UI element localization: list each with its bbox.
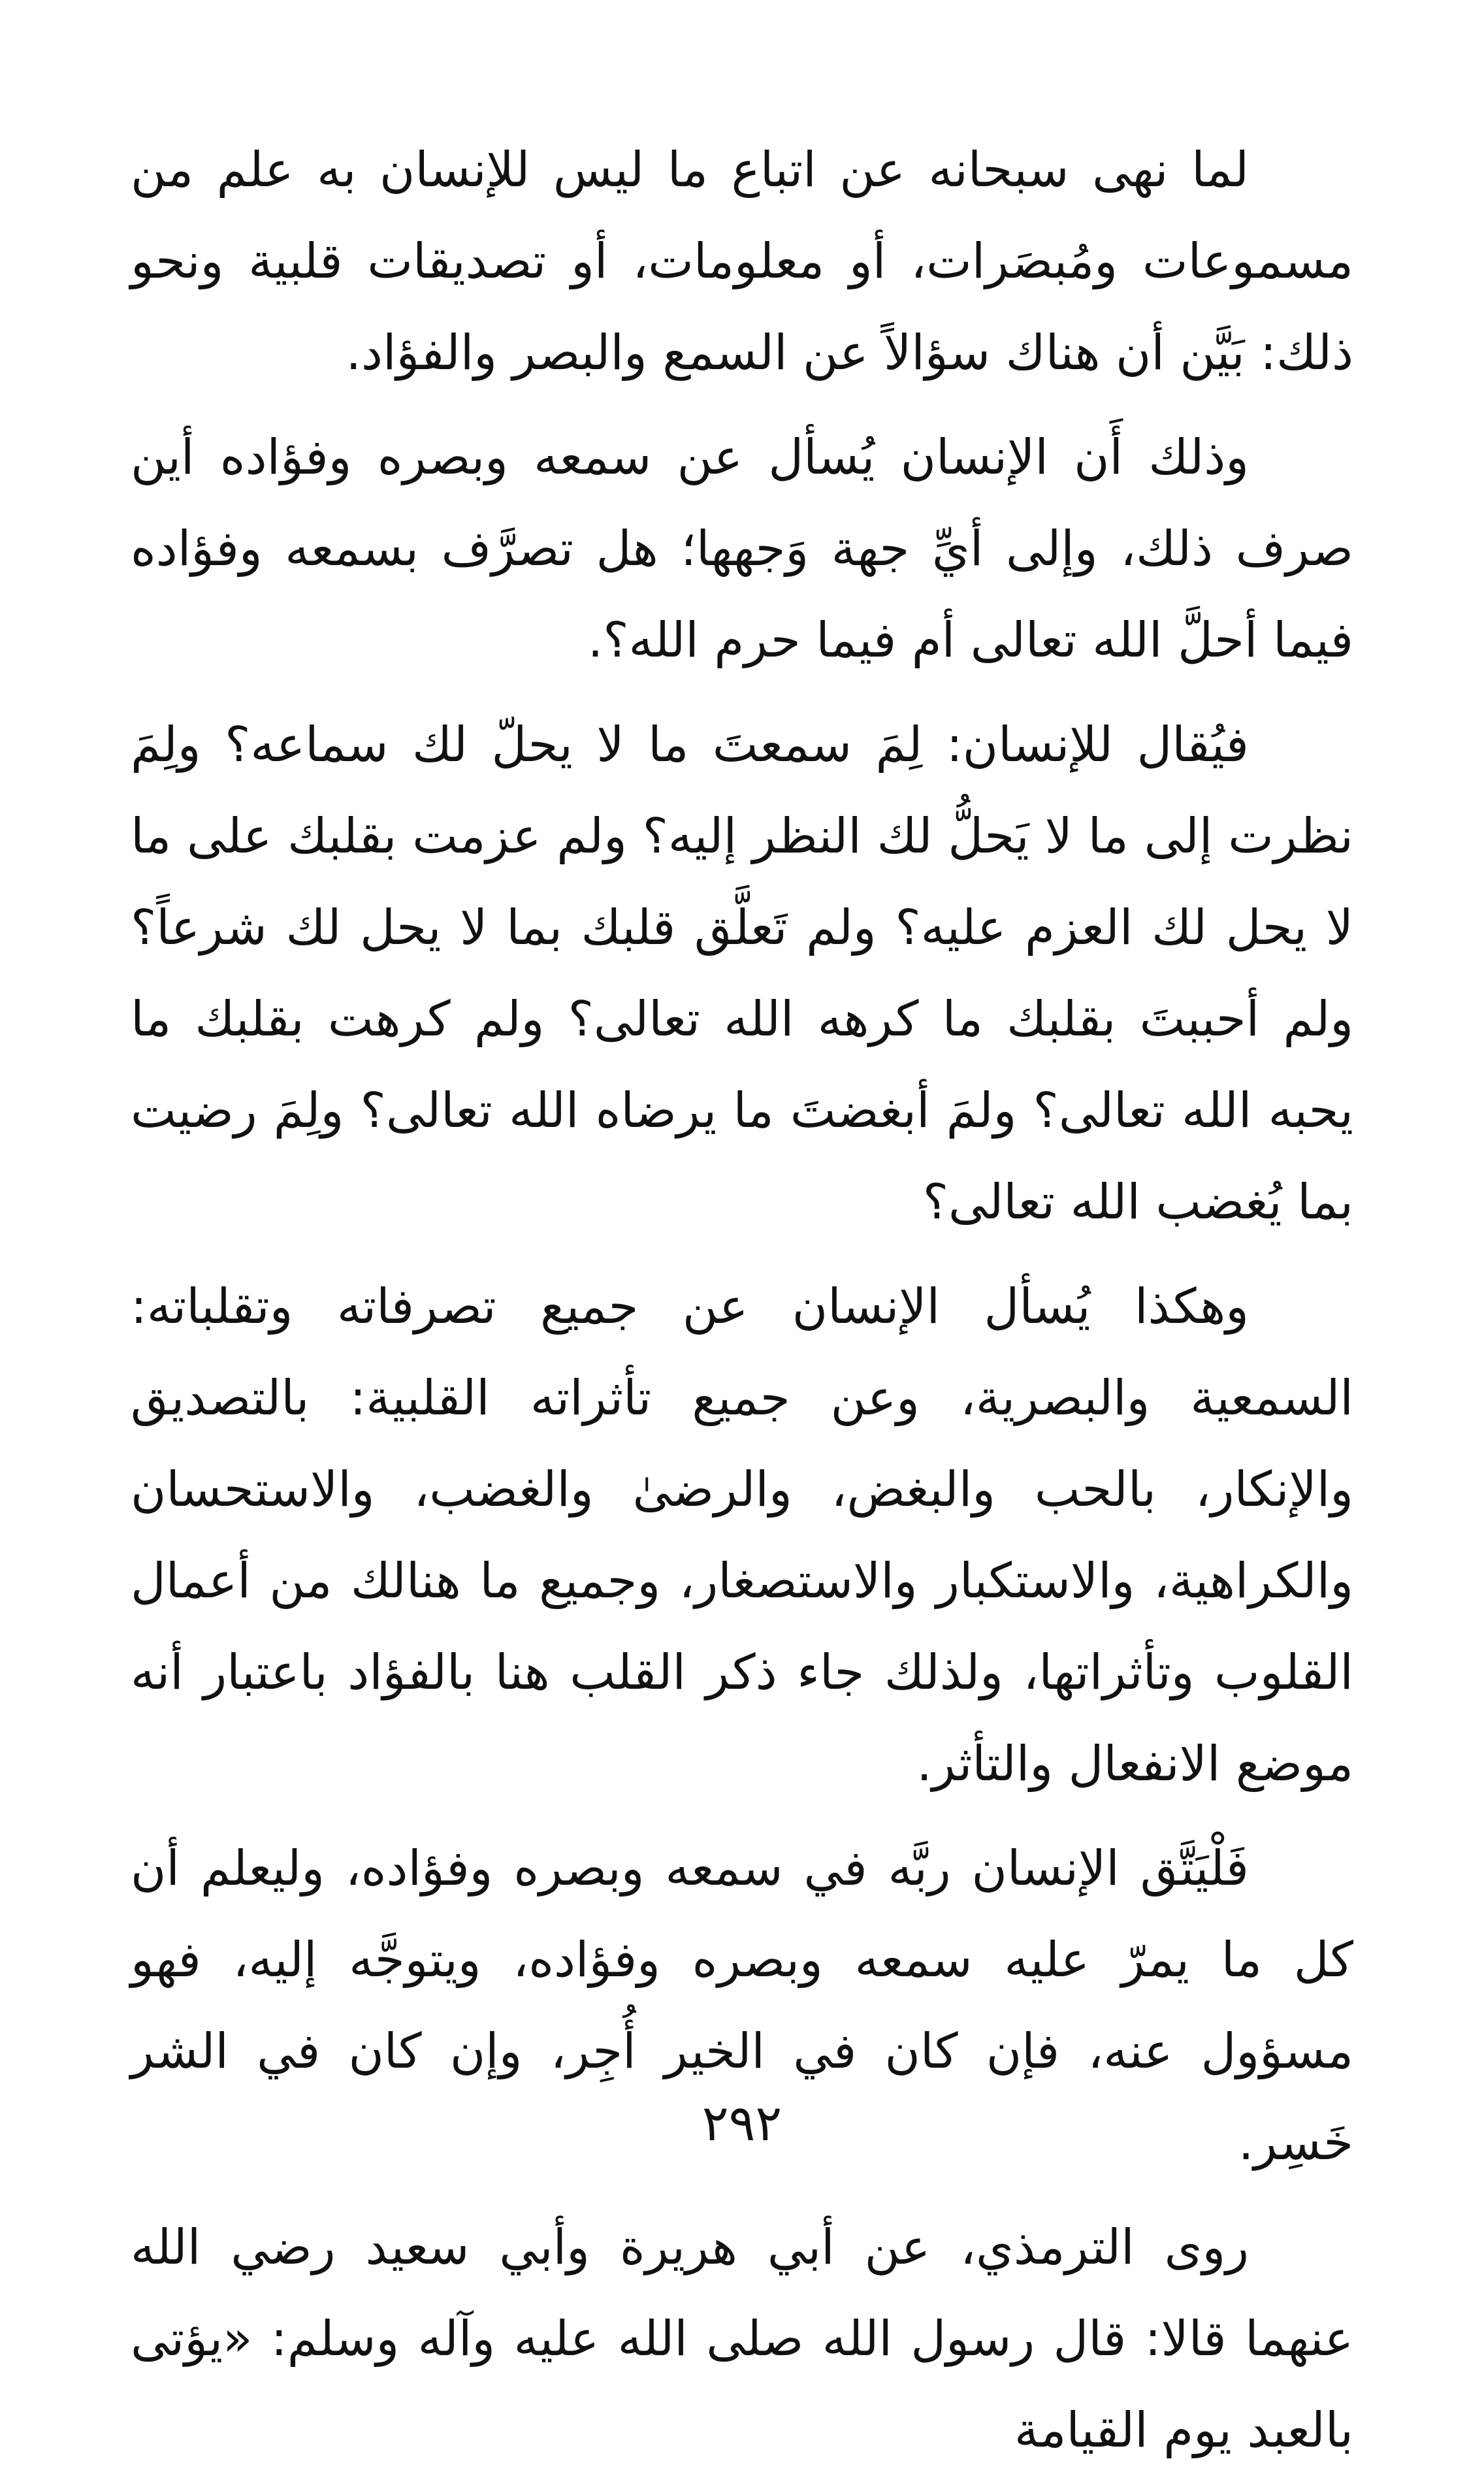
paragraph-3: فيُقال للإنسان: لِمَ سمعتَ ما لا يحلّ لك سماعه؟ ولِمَ نظرت إلى ما لا يَحلُّ لك النظر إليه؟ ولم عزمت بقلبك على ما لا يحل لك العزم عليه؟ ولم تَعلَّق قلبك بما لا يحل لك شرعاً؟ ولم أحببتَ بقلبك ما كرهه الله تعالى؟ ولم كرهت بقلبك ما يحبه الله تعالى؟ ولمَ أبغضتَ ما يرضاه الله تعالى؟ ولِمَ رضيت بما يُغضب الله تعالى؟ <box>131 717 1353 1230</box>
paragraph-4: وهكذا يُسأل الإنسان عن جميع تصرفاته وتقلباته: السمعية والبصرية، وعن جميع تأثراته القلبية: بالتصديق والإنكار، بالحب والبغض، والرضىٰ والغضب، والاستحسان والكراهية، والاستكبار والاستصغار، وجميع ما هنالك من أعمال القلوب وتأثراتها، ولذلك جاء ذكر القلب هنا بالفؤاد باعتبار أنه موضع الانفعال والتأثر. <box>131 1279 1353 1792</box>
page-number: ٢٩٢ <box>702 2094 782 2152</box>
paragraph-6: روى الترمذي، عن أبي هريرة وأبي سعيد رضي الله عنهما قالا: قال رسول الله صلى الله عليه وآله وسلم: «يؤتى بالعبد يوم القيامة <box>131 2219 1353 2458</box>
paragraph-2: وذلك أَن الإنسان يُسأل عن سمعه وبصره وفؤاده أين صرف ذلك، وإلى أيِّ جهة وَجهها؛ هل تصرَّف بسمعه وفؤاده فيما أحلَّ الله تعالى أم فيما حرم الله؟. <box>131 429 1353 668</box>
paragraph-1: لما نهى سبحانه عن اتباع ما ليس للإنسان به علم من مسموعات ومُبصَرات، أو معلومات، أو تصديقات قلبية ونحو ذلك: بَيَّن أن هناك سؤالاً عن السمع والبصر والفؤاد. <box>131 142 1353 381</box>
paragraph-5: فَلْيَتَّق الإنسان ربَّه في سمعه وبصره وفؤاده، وليعلم أن كل ما يمرّ عليه سمعه وبصره وفؤاده، ويتوجَّه إليه، فهو مسؤول عنه، فإن كان في الخير أُجِر، وإن كان في الشر خَسِر. <box>131 1840 1353 2171</box>
